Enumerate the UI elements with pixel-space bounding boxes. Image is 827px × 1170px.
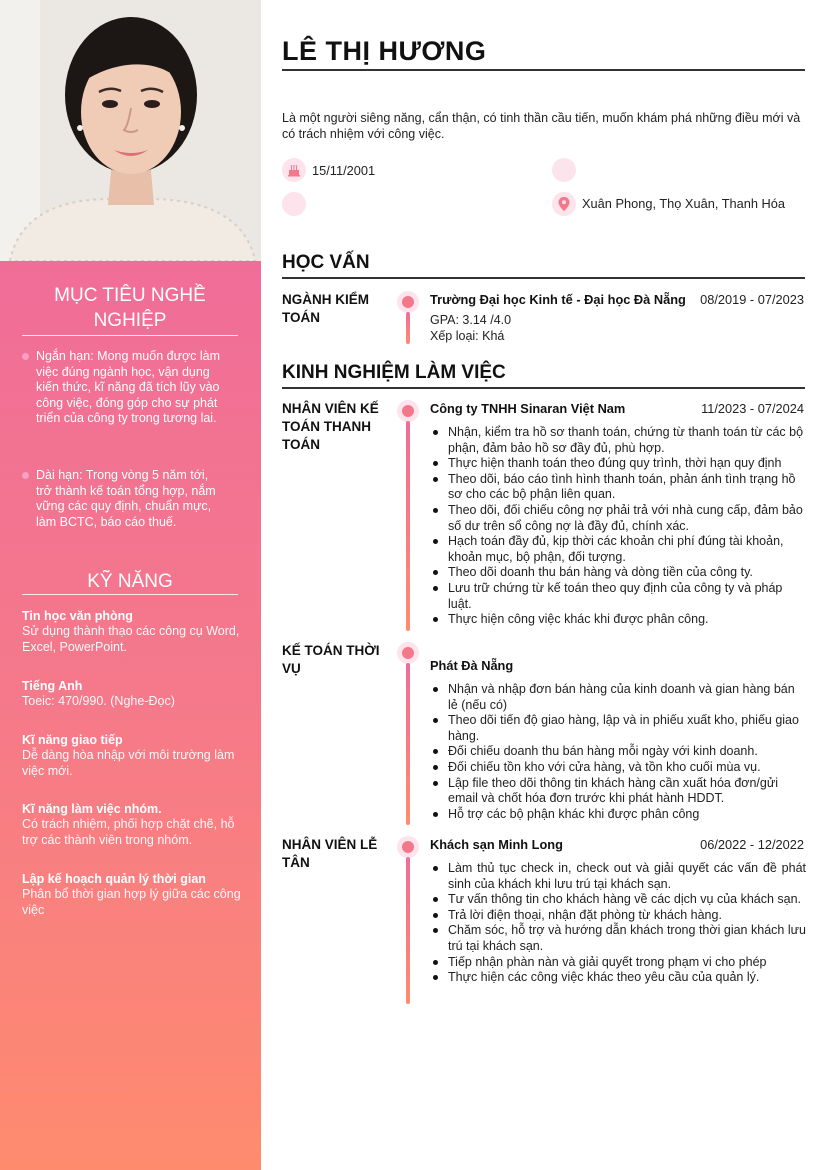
skill-name: Tin học văn phòng [22, 609, 133, 623]
job-company: Phát Đà Nẵng [430, 658, 514, 673]
skill-name: Lập kế hoạch quản lý thời gian [22, 872, 206, 886]
skills-title: KỸ NĂNG [87, 571, 173, 592]
timeline-dot-icon [397, 291, 419, 313]
job-task: Thực hiện công việc khác khi được phân công. [430, 612, 806, 628]
job-task: Trả lời điện thoại, nhận đặt phòng từ khách hàng. [430, 908, 806, 924]
job-company: Công ty TNHH Sinaran Việt Nam [430, 401, 626, 416]
skills-divider [22, 594, 238, 595]
sidebar [0, 0, 261, 1170]
job-company: Khách sạn Minh Long [430, 837, 563, 852]
skill-item [22, 801, 242, 848]
education-rank: Xếp loại: Khá [430, 329, 505, 343]
skill-desc: Phân bổ thời gian hợp lý giữa các công việc [22, 887, 241, 917]
address-text: Xuân Phong, Thọ Xuân, Thanh Hóa [582, 196, 786, 211]
job-task: Đối chiếu tồn kho với cửa hàng, và tồn kho cuối mùa vụ. [430, 760, 806, 776]
timeline-dot-icon [397, 642, 419, 664]
skill-name: Tiếng Anh [22, 679, 83, 693]
job-task: Tư vấn thông tin cho khách hàng về các dịch vụ của khách sạn. [430, 892, 806, 908]
skill-desc: Toeic: 470/990. (Nghe-Đọc) [22, 694, 175, 708]
skill-desc: Dễ dàng hòa nhập với môi trường làm việc mới. [22, 748, 235, 778]
job-tasks [430, 425, 806, 628]
education-period: 08/2019 - 07/2023 [700, 292, 804, 307]
skill-item [22, 678, 242, 710]
timeline-line [406, 421, 410, 631]
goal-short-term-text: Ngắn hạn: Mong muốn được làm việc đúng ngành học, vận dụng kiến thức, kĩ năng đã tích lũy vào công việc, đóng góp cho sự phát triển của công ty trong tương lai. [36, 349, 221, 426]
career-goals-divider [22, 335, 238, 336]
timeline-dot-icon [397, 836, 419, 858]
job-task: Theo dõi doanh thu bán hàng và dòng tiền của công ty. [430, 565, 806, 581]
education-divider [282, 277, 805, 279]
profile-photo [0, 0, 261, 261]
education-title: HỌC VẤN [282, 252, 370, 273]
phone-icon [552, 158, 576, 182]
job-period: 11/2023 - 07/2024 [701, 401, 804, 416]
experience-title: KINH NGHIỆM LÀM VIỆC [282, 362, 506, 383]
job-task: Theo dõi tiến độ giao hàng, lập và in phiếu xuất kho, phiếu giao hàng. [430, 713, 806, 744]
job-role: NHÂN VIÊN LỄ TÂN [282, 837, 378, 870]
education-major: NGÀNH KIỂM TOÁN [282, 292, 369, 325]
skill-name: Kĩ năng giao tiếp [22, 733, 123, 747]
goal-long-term [22, 468, 222, 530]
job-task: Làm thủ tục check in, check out và giải quyết các vấn đề phát sinh của khách khi lưu trú tại khách sạn. [430, 861, 806, 892]
skill-item [22, 732, 242, 779]
job-task: Chăm sóc, hỗ trợ và hướng dẫn khách trong thời gian khách lưu trú tại khách sạn. [430, 923, 806, 954]
cake-icon [282, 158, 306, 182]
timeline-dot-icon [397, 400, 419, 422]
birthday-text: 15/11/2001 [312, 163, 376, 178]
job-task: Theo dõi, đối chiếu công nợ phải trả với nhà cung cấp, đảm bảo số dư trên sổ công nợ là đầy đủ, chính xác. [430, 503, 806, 534]
bullet-dot-icon [22, 472, 29, 479]
job-task: Tiếp nhận phàn nàn và giải quyết trong phạm vi cho phép [430, 955, 806, 971]
job-task: Thực hiện thanh toán theo đúng quy trình, thời hạn quy định [430, 456, 806, 472]
school-name: Trường Đại học Kinh tế - Đại học Đà Nẵng [430, 292, 686, 307]
timeline-line [406, 312, 410, 344]
skill-name: Kĩ năng làm việc nhóm. [22, 802, 162, 816]
goal-short-term [22, 349, 222, 427]
intro-text: Là một người siêng năng, cẩn thận, có tinh thần cầu tiến, muốn khám phá những điều mới và có trách nhiệm với công việc. [282, 111, 801, 141]
skill-desc: Sử dụng thành thạo các công cụ Word, Excel, PowerPoint. [22, 624, 240, 654]
job-task: Đối chiếu doanh thu bán hàng mỗi ngày với kinh doanh. [430, 744, 806, 760]
job-task: Nhận, kiểm tra hồ sơ thanh toán, chứng từ thanh toán từ các bộ phận, đảm bảo hồ sơ đầy đủ, phù hợp. [430, 425, 806, 456]
career-goals-title: MỤC TIÊU NGHỀ NGHIỆP [54, 285, 206, 331]
job-task: Hỗ trợ các bộ phận khác khi được phân công [430, 807, 806, 823]
job-task: Nhận và nhập đơn bán hàng của kinh doanh và gian hàng bán lẻ (nếu có) [430, 682, 806, 713]
email-icon [282, 192, 306, 216]
bullet-dot-icon [22, 353, 29, 360]
skill-item [22, 871, 242, 918]
location-pin-icon [552, 192, 576, 216]
name-divider [282, 69, 805, 71]
timeline-line [406, 663, 410, 825]
candidate-name: LÊ THỊ HƯƠNG [282, 36, 487, 66]
job-task: Theo dõi, báo cáo tình hình thanh toán, phản ánh tình trạng hồ sơ cho các bộ phận liên quan. [430, 472, 806, 503]
skill-item [22, 608, 242, 655]
job-task: Lưu trữ chứng từ kế toán theo quy định của công ty và pháp luật. [430, 581, 806, 612]
job-period: 06/2022 - 12/2022 [700, 837, 804, 852]
skill-desc: Có trách nhiệm, phối hợp chặt chẽ, hỗ trợ các thành viên trong nhóm. [22, 817, 235, 847]
job-role: KẾ TOÁN THỜI VỤ [282, 643, 380, 676]
job-task: Thực hiện các công việc khác theo yêu cầu của quản lý. [430, 970, 806, 986]
experience-divider [282, 387, 805, 389]
education-gpa: GPA: 3.14 /4.0 [430, 313, 512, 327]
job-task: Lập file theo dõi thông tin khách hàng cần xuất hóa đơn/gửi email và chốt hóa đơn trước khi phát hành HDDT. [430, 776, 806, 807]
goal-long-term-text: Dài hạn: Trong vòng 5 năm tới, trở thành kế toán tổng hợp, nắm vững các quy định, chuẩn mực, làm BCTC, báo cáo thuế. [36, 468, 216, 529]
job-tasks [430, 682, 806, 822]
job-task: Hạch toán đầy đủ, kịp thời các khoản chi phí đúng tài khoản, khoản mục, bộ phận, đối tượng. [430, 534, 806, 565]
job-tasks [430, 861, 806, 986]
job-role: NHÂN VIÊN KẾ TOÁN THANH TOÁN [282, 401, 379, 452]
timeline-line [406, 857, 410, 1004]
